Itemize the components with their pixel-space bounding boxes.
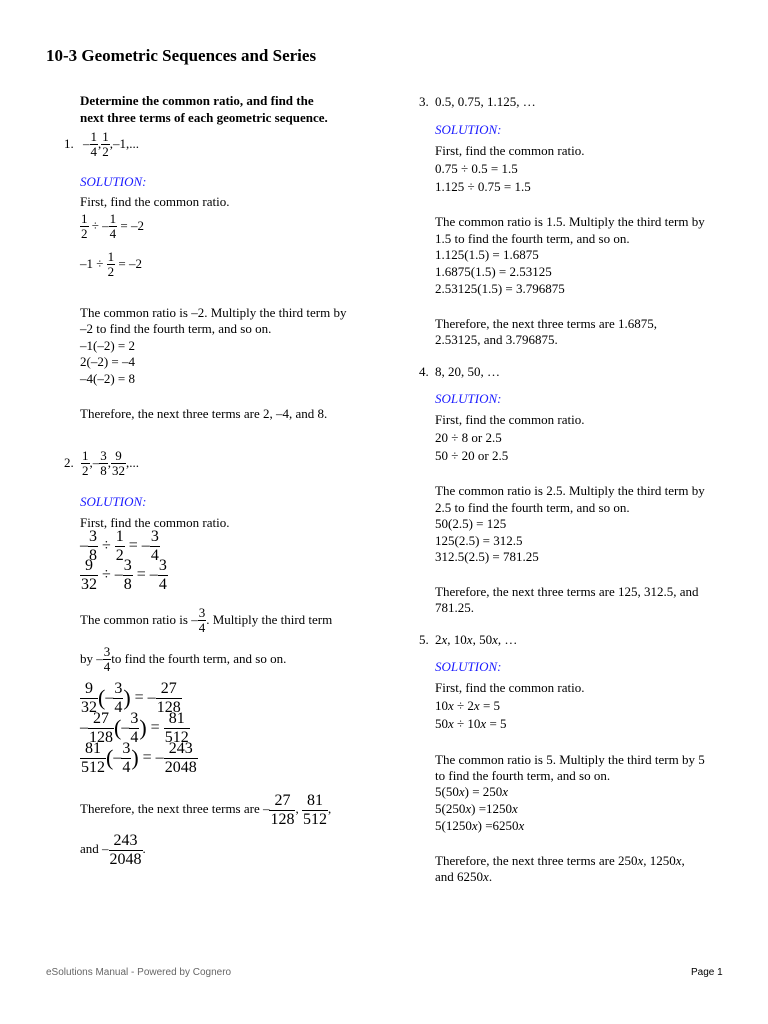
step-1: 50(2.5) = 125 (435, 516, 507, 531)
solution-label: SOLUTION: (80, 174, 147, 189)
step-1: –1(–2) = 2 (80, 338, 135, 353)
calc-2: 1.125 ÷ 0.75 = 1.5 (435, 179, 531, 194)
find-ratio-text: First, find the common ratio. (80, 515, 230, 530)
problem-number: 3. (419, 94, 429, 109)
instructions-line-2: next three terms of each geometric sequence. (80, 110, 328, 125)
conclusion-2: and 6250x. (435, 869, 493, 884)
problem-2 (64, 449, 139, 479)
ratio-text-1: The common ratio is 1.5. Multiply the third term by (435, 214, 705, 229)
problem-3-sequence: 0.5, 0.75, 1.125, … (435, 94, 536, 109)
step-2: 125(2.5) = 312.5 (435, 533, 523, 548)
calc-1: 10x ÷ 2x = 5 (435, 698, 501, 713)
problem-2-sequence: $\frac{1}{2}$ ,– $\frac{3}{8}$ , $\frac{9}{32}$ ,... (82, 448, 139, 479)
solution-label: SOLUTION: (435, 122, 502, 137)
problem-number: 2. (64, 454, 74, 470)
ratio-text-1: The common ratio is 2.5. Multiply the third term by (435, 483, 705, 498)
ratio-text-2: by – $\frac{3}{4}$ to find the fourth term, and so on. (80, 644, 287, 675)
calc-2: 50x ÷ 10x = 5 (435, 716, 507, 731)
step-1: $\frac{9}{32}$ (– $\frac{3}{4}$ ) = – $\frac{27}{128}$ (81, 680, 181, 716)
step-3: 5(1250x) =6250x (435, 818, 525, 833)
conclusion: Therefore, the next three terms are 2, –4, and 8. (80, 406, 328, 421)
problem-4-sequence: 8, 20, 50, … (435, 364, 500, 379)
conclusion-2: 2.53125, and 3.796875. (435, 332, 558, 347)
ratio-text-1: The common ratio is 5. Multiply the third term by 5 (435, 752, 705, 767)
ratio-text-1: The common ratio is – $\frac{3}{4}$ . Multiply the third term (80, 605, 333, 636)
problem-3 (419, 94, 536, 110)
problem-number: 4. (419, 364, 429, 379)
conclusion-1: Therefore, the next three terms are 250x, 1250x, (435, 853, 685, 868)
conclusion: Therefore, the next three terms are – $\frac{27}{128}$ , $\frac{81}{512}$ , (80, 792, 332, 828)
conclusion-pre: Therefore, the next three terms are (80, 801, 260, 817)
step-1: 1.125(1.5) = 1.6875 (435, 247, 539, 262)
step-2: 5(250x) =1250x (435, 801, 518, 816)
step-3: 2.53125(1.5) = 3.796875 (435, 281, 565, 296)
by-text: by (80, 650, 93, 666)
conclusion-1: Therefore, the next three terms are 125, 312.5, and (435, 584, 699, 599)
find-ratio-text: First, find the common ratio. (435, 680, 585, 695)
problem-number: 5. (419, 632, 429, 647)
solution-label: SOLUTION: (435, 391, 502, 406)
conclusion-1: Therefore, the next three terms are 1.6875, (435, 316, 657, 331)
problem-number: 1. (64, 135, 74, 151)
step-2: – $\frac{27}{128}$ (– $\frac{3}{4}$ ) = $\frac{81}{512}$ (80, 710, 189, 746)
ratio-calc-1: – $\frac{3}{8}$ ÷ $\frac{1}{2}$ = – $\frac{3}{4}$ (80, 528, 159, 564)
ratio-text-2: –2 to find the fourth term, and so on. (80, 321, 272, 336)
calc-2: 50 ÷ 20 or 2.5 (435, 448, 509, 463)
solution-label: SOLUTION: (80, 494, 147, 509)
by-post-text: to find the fourth term, and so on. (111, 650, 287, 666)
problem-5-sequence: 2x, 10x, 50x, … (435, 632, 518, 647)
ratio-calc-1: $\frac{1}{2}$ ÷ – $\frac{1}{4}$ = –2 (81, 211, 144, 242)
step-1: 5(50x) = 250x (435, 784, 509, 799)
step-2: 1.6875(1.5) = 2.53125 (435, 264, 552, 279)
ratio-text-2: 1.5 to find the fourth term, and so on. (435, 231, 630, 246)
instructions-line-1: Determine the common ratio, and find the (80, 93, 314, 108)
ratio-calc-2: $\frac{9}{32}$ ÷ – $\frac{3}{8}$ = – $\frac{3}{4}$ (81, 557, 167, 593)
page-number: Page 1 (691, 967, 723, 978)
ratio-text-1: The common ratio is –2. Multiply the third term by (80, 305, 347, 320)
conclusion-2: and – $\frac{243}{2048}$ . (80, 832, 146, 868)
step-3: $\frac{81}{512}$ (– $\frac{3}{4}$ ) = – $\frac{243}{2048}$ (81, 740, 197, 776)
calc-1: 20 ÷ 8 or 2.5 (435, 430, 502, 445)
conclusion-2: 781.25. (435, 600, 474, 615)
problem-5 (419, 632, 517, 648)
calc-1: 0.75 ÷ 0.5 = 1.5 (435, 161, 518, 176)
problem-1-sequence: – $\frac{1}{4}$ , $\frac{1}{2}$ ,–1,... (83, 129, 139, 160)
step-3: 312.5(2.5) = 781.25 (435, 549, 539, 564)
step-3: –4(–2) = 8 (80, 371, 135, 386)
ratio-text-post: . Multiply the third term (206, 611, 333, 627)
ratio-text-2: to find the fourth term, and so on. (435, 768, 611, 783)
find-ratio-text: First, find the common ratio. (80, 194, 230, 209)
problem-1 (64, 130, 139, 160)
footer-credit: eSolutions Manual - Powered by Cognero (46, 967, 232, 978)
ratio-text-pre: The common ratio is (80, 611, 188, 627)
and-text: and (80, 841, 99, 857)
ratio-calc-2: –1 ÷ $\frac{1}{2}$ = –2 (80, 249, 142, 280)
find-ratio-text: First, find the common ratio. (435, 412, 585, 427)
solution-label: SOLUTION: (435, 659, 502, 674)
find-ratio-text: First, find the common ratio. (435, 143, 585, 158)
ratio-text-2: 2.5 to find the fourth term, and so on. (435, 500, 630, 515)
step-2: 2(–2) = –4 (80, 354, 135, 369)
page-title: 10-3 Geometric Sequences and Series (46, 46, 317, 65)
problem-4 (419, 364, 500, 380)
